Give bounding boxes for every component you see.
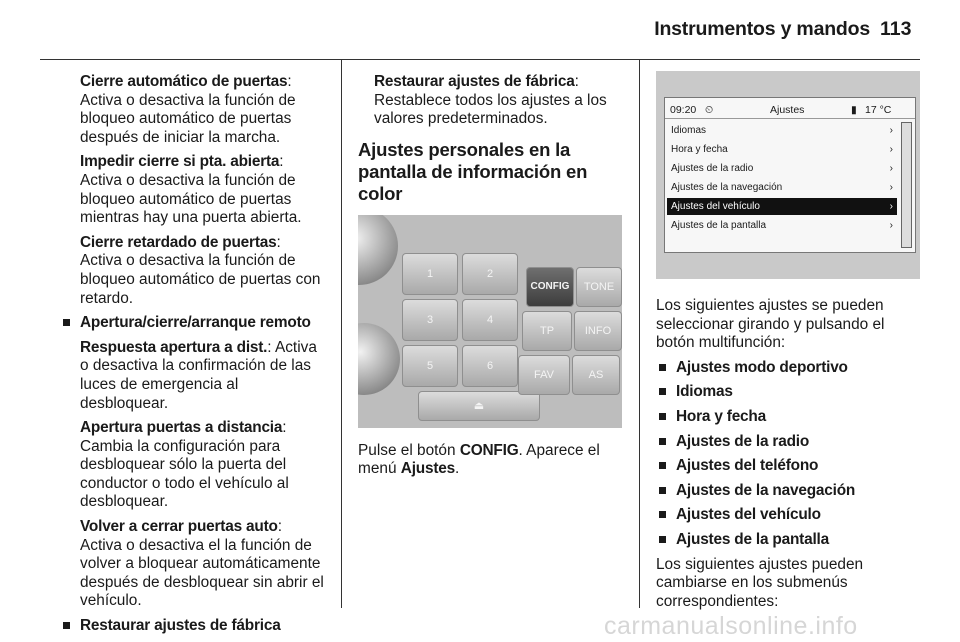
outro-text: Los siguientes ajustes pueden cambiarse en los submenús correspondientes: xyxy=(656,555,864,610)
temperature: 17 °C xyxy=(865,104,892,116)
column-divider-2 xyxy=(639,60,640,608)
display-screen xyxy=(664,97,916,253)
bullet-item: Restaurar ajustes de fábrica xyxy=(60,617,326,636)
bullet-item: Ajustes del teléfono xyxy=(656,457,926,476)
bullet-item: Ajustes de la navegación xyxy=(656,482,926,501)
left-knob xyxy=(358,215,398,285)
tp-button: TP xyxy=(522,311,572,351)
bullet-item: Ajustes de la pantalla xyxy=(656,531,926,550)
header-divider xyxy=(40,59,920,60)
column-2 xyxy=(358,73,628,485)
display-status-bar xyxy=(665,98,915,119)
screen-menu-item-selected: Ajustes del vehículo › xyxy=(667,198,897,215)
multifunction-knob xyxy=(358,323,400,395)
info-button: INFO xyxy=(574,311,622,351)
page-number: 113 xyxy=(880,18,912,40)
preset-key: 2 xyxy=(462,253,518,295)
control-panel-photo xyxy=(358,215,622,428)
config-button: CONFIG xyxy=(526,267,574,307)
screen-menu-item: Idiomas › xyxy=(671,125,893,136)
setting-description: Impedir cierre si pta. abierta: Activa o desactiva la función de bloqueo automático de puertas mientras hay una puerta abierta. xyxy=(80,153,302,227)
preset-key: 4 xyxy=(462,299,518,341)
setting-description: Restaurar ajustes de fábrica: Restablece todos los ajustes a los valores predeterminados. xyxy=(374,73,607,128)
preset-key: 5 xyxy=(402,345,458,387)
watermark: carmanualsonline.info xyxy=(604,612,858,640)
screen-menu-item: Ajustes de la radio › xyxy=(671,163,893,174)
screen-menu-item: Hora y fecha › xyxy=(671,144,893,155)
fav-button: FAV xyxy=(518,355,570,395)
bullet-item: Ajustes de la radio xyxy=(656,433,926,452)
setting-description: Apertura puertas a distancia: Cambia la configuración para desbloquear sólo la puerta del conductor o todo el vehículo al desbloquear. xyxy=(80,419,289,511)
screen-scrollbar xyxy=(901,122,912,248)
intro-text: Los siguientes ajustes se pueden seleccionar girando y pulsando el botón multifunción: xyxy=(656,297,885,352)
clock-icon: ⏲ xyxy=(705,104,714,116)
preset-key: 6 xyxy=(462,345,518,387)
as-button: AS xyxy=(572,355,620,395)
column-divider-1 xyxy=(341,60,342,608)
screen-menu-item: Ajustes de la pantalla › xyxy=(671,220,893,231)
settings-screen-photo xyxy=(656,71,920,279)
preset-key: 3 xyxy=(402,299,458,341)
setting-description: Volver a cerrar puertas auto: Activa o desactiva el la función de volver a bloquear automáticamente después de desbloquear sin abrir el vehículo. xyxy=(80,518,324,610)
page-header-title: Instrumentos y mandos xyxy=(654,18,870,40)
preset-key: 1 xyxy=(402,253,458,295)
column-3 xyxy=(656,73,926,617)
setting-description: Cierre automático de puertas: Activa o desactiva la función de bloqueo automático de puertas después de iniciar la marcha. xyxy=(80,73,296,146)
phone-icon: ▮ xyxy=(851,104,857,116)
screen-menu-item: Ajustes de la navegación › xyxy=(671,182,893,193)
screen-title: Ajustes xyxy=(770,104,805,116)
bullet-item: Ajustes del vehículo xyxy=(656,506,926,525)
bullet-item: Idiomas xyxy=(656,383,926,402)
eject-button: ⏏ xyxy=(418,391,540,421)
bullet-item: Hora y fecha xyxy=(656,408,926,427)
clock: 09:20 xyxy=(670,104,697,116)
instruction-text: Pulse el botón CONFIG. Aparece el menú Ajustes. xyxy=(358,441,600,478)
column-1 xyxy=(60,73,326,642)
setting-description: Respuesta apertura a dist.: Activa o desactiva la confirmación de las luces de emergencia al desbloquear. xyxy=(80,338,317,412)
section-heading: Ajustes personales en la pantalla de información en color xyxy=(358,138,588,204)
bullet-item: Apertura/cierre/arranque remoto xyxy=(60,314,326,333)
tone-button: TONE xyxy=(576,267,622,307)
setting-description: Cierre retardado de puertas: Activa o desactiva la función de bloqueo automático de puertas con retardo. xyxy=(80,233,321,307)
bullet-item: Ajustes modo deportivo xyxy=(656,359,926,378)
